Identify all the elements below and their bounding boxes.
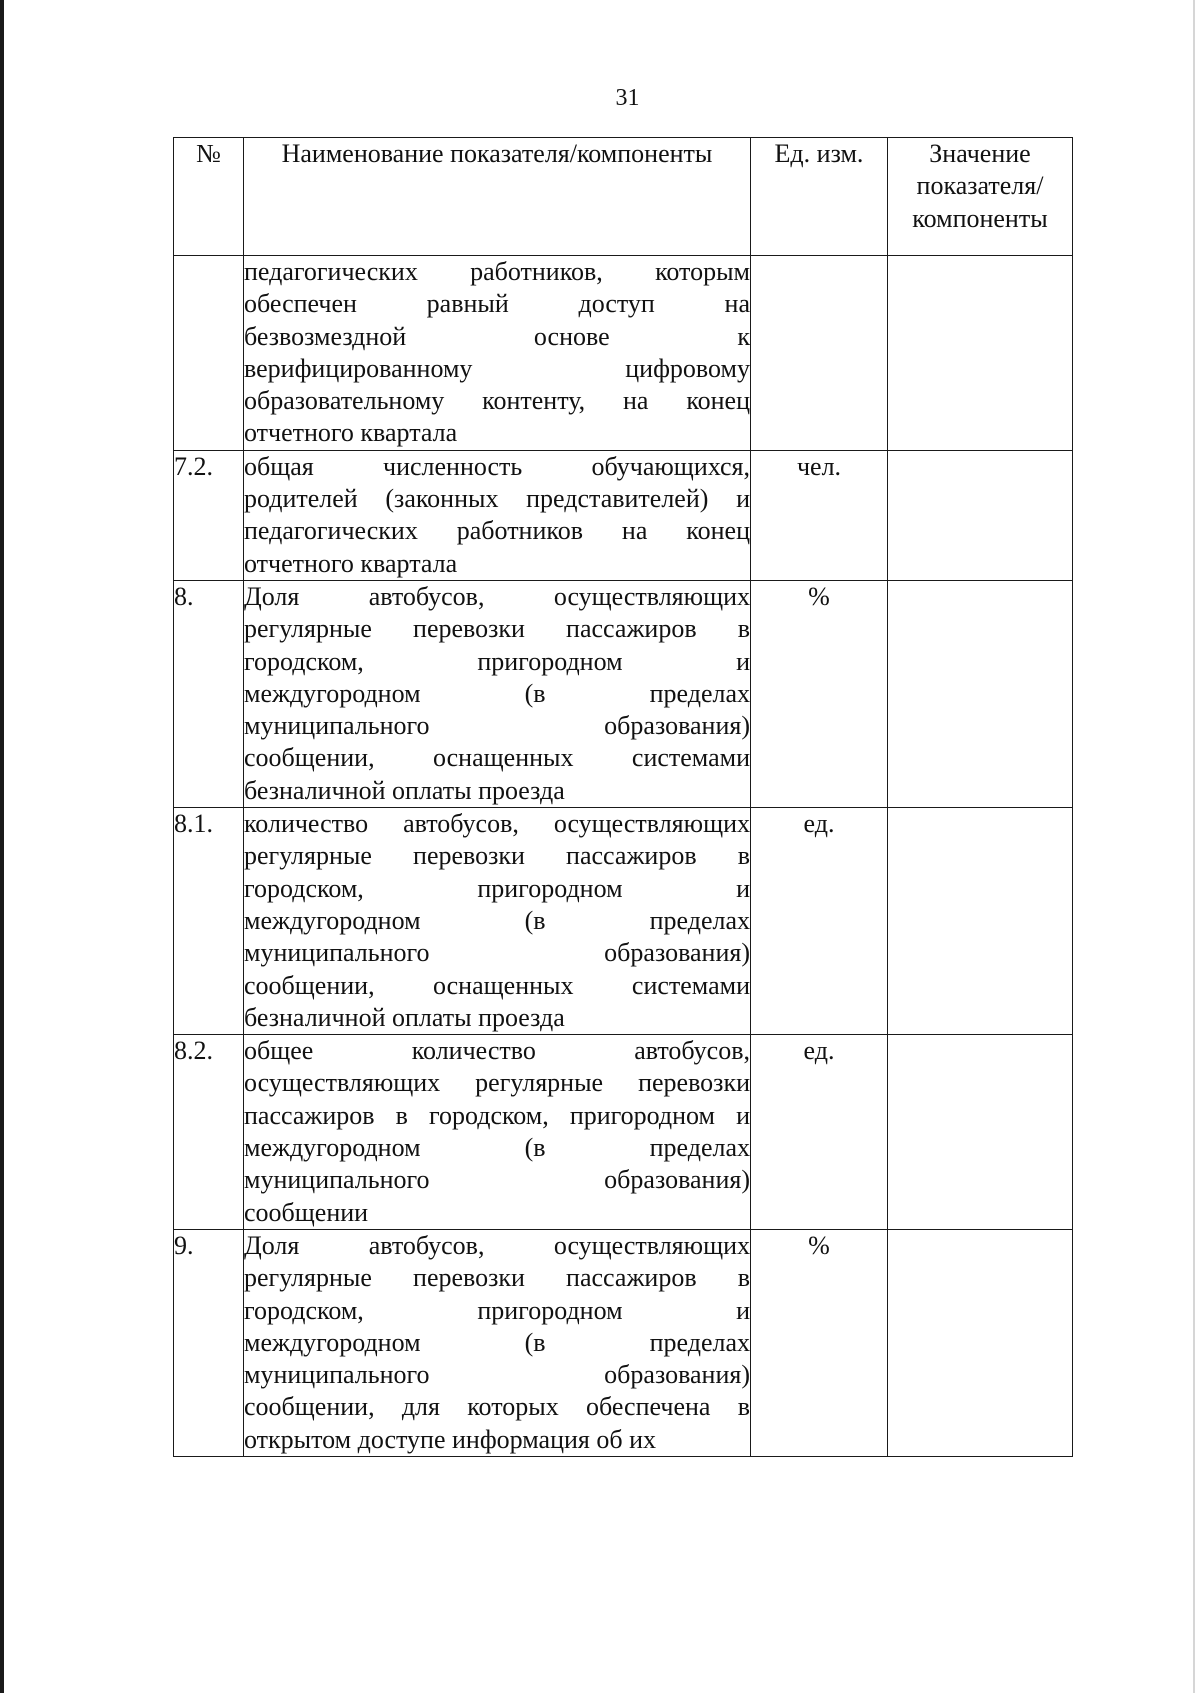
row-number: 8.: [174, 580, 244, 807]
table-row: [174, 256, 1073, 451]
row-value: [888, 580, 1073, 807]
table-row: [174, 580, 1073, 807]
row-name-line: отчетного квартала: [244, 418, 458, 448]
row-value: [888, 808, 1073, 1035]
row-name-line: родителей (законных представителей) и: [244, 484, 750, 514]
row-name-line: сообщении, оснащенных системами: [244, 970, 750, 1000]
header-value: [888, 138, 1073, 256]
row-name: [244, 450, 751, 580]
scan-edge-right: [1193, 0, 1200, 1693]
table-row: [174, 808, 1073, 1035]
row-name-line: отчетного квартала: [244, 548, 458, 578]
row-value: [888, 1035, 1073, 1230]
row-name: [244, 808, 751, 1035]
row-unit: %: [751, 580, 888, 807]
row-name-line: муниципального образования): [244, 1165, 750, 1195]
row-value: [888, 1229, 1073, 1456]
row-value: [888, 256, 1073, 451]
header-value-line: показателя/: [916, 171, 1044, 201]
header-unit: Ед. изм.: [751, 138, 888, 256]
row-name: [244, 1035, 751, 1230]
row-name-line: междугородном (в пределах: [244, 1133, 750, 1163]
row-name-line: безналичной оплаты проезда: [244, 775, 565, 805]
row-name-line: муниципального образования): [244, 1360, 750, 1390]
row-name-line: верифицированному цифровому: [244, 353, 750, 383]
row-name-line: регулярные перевозки пассажиров в: [244, 841, 750, 871]
page-number: 31: [615, 85, 640, 111]
row-name-line: городском, пригородном и: [244, 1295, 750, 1325]
row-unit: ед.: [751, 1035, 888, 1230]
header-name: Наименование показателя/компоненты: [244, 138, 751, 256]
row-name-line: междугородном (в пределах: [244, 905, 750, 935]
row-unit: %: [751, 1229, 888, 1456]
row-unit: чел.: [751, 450, 888, 580]
header-value-line: компоненты: [912, 203, 1048, 233]
row-name-line: сообщении, оснащенных системами: [244, 743, 750, 773]
row-value: [888, 450, 1073, 580]
row-name-line: междугородном (в пределах: [244, 678, 750, 708]
row-name-line: педагогических работников, которым: [244, 257, 750, 286]
table-row: [174, 1229, 1073, 1456]
row-name-line: осуществляющих регулярные перевозки: [244, 1068, 750, 1098]
row-name-line: общее количество автобусов,: [244, 1036, 750, 1066]
row-name-line: безналичной оплаты проезда: [244, 1002, 565, 1032]
row-name-line: количество автобусов, осуществляющих: [244, 809, 750, 839]
row-name-line: муниципального образования): [244, 938, 750, 968]
row-name-line: безвозмездной основе к: [244, 321, 750, 351]
row-name-line: городском, пригородном и: [244, 873, 750, 903]
row-number: 9.: [174, 1229, 244, 1456]
row-name-line: Доля автобусов, осуществляющих: [244, 1230, 750, 1260]
scan-edge-left: [0, 0, 4, 1693]
row-name-line: открытом доступе информация об их: [244, 1424, 657, 1454]
row-name: [244, 256, 751, 451]
row-name-line: муниципального образования): [244, 711, 750, 741]
row-number: [174, 256, 244, 451]
indicators-table: [173, 137, 1073, 1457]
header-number: №: [174, 138, 244, 256]
row-number: 7.2.: [174, 450, 244, 580]
row-unit: ед.: [751, 808, 888, 1035]
row-name-line: городском, пригородном и: [244, 646, 750, 676]
row-name-line: пассажиров в городском, пригородном и: [244, 1100, 750, 1130]
table-body: [174, 256, 1073, 1457]
row-number: 8.1.: [174, 808, 244, 1035]
row-name-line: педагогических работников на конец: [244, 516, 750, 546]
row-name: [244, 1229, 751, 1456]
row-name-line: Доля автобусов, осуществляющих: [244, 581, 750, 611]
row-name-line: обеспечен равный доступ на: [244, 289, 750, 319]
row-name-line: образовательному контенту, на конец: [244, 386, 750, 416]
table-row: [174, 1035, 1073, 1230]
header-value-line: Значение: [929, 139, 1031, 168]
table-header-row: [174, 138, 1073, 256]
row-name-line: общая численность обучающихся,: [244, 451, 750, 481]
row-name: [244, 580, 751, 807]
row-unit: [751, 256, 888, 451]
row-name-line: сообщении: [244, 1197, 369, 1227]
row-name-line: междугородном (в пределах: [244, 1327, 750, 1357]
table-row: [174, 450, 1073, 580]
row-name-line: сообщении, для которых обеспечена в: [244, 1392, 750, 1422]
row-number: 8.2.: [174, 1035, 244, 1230]
row-name-line: регулярные перевозки пассажиров в: [244, 614, 750, 644]
row-name-line: регулярные перевозки пассажиров в: [244, 1263, 750, 1293]
